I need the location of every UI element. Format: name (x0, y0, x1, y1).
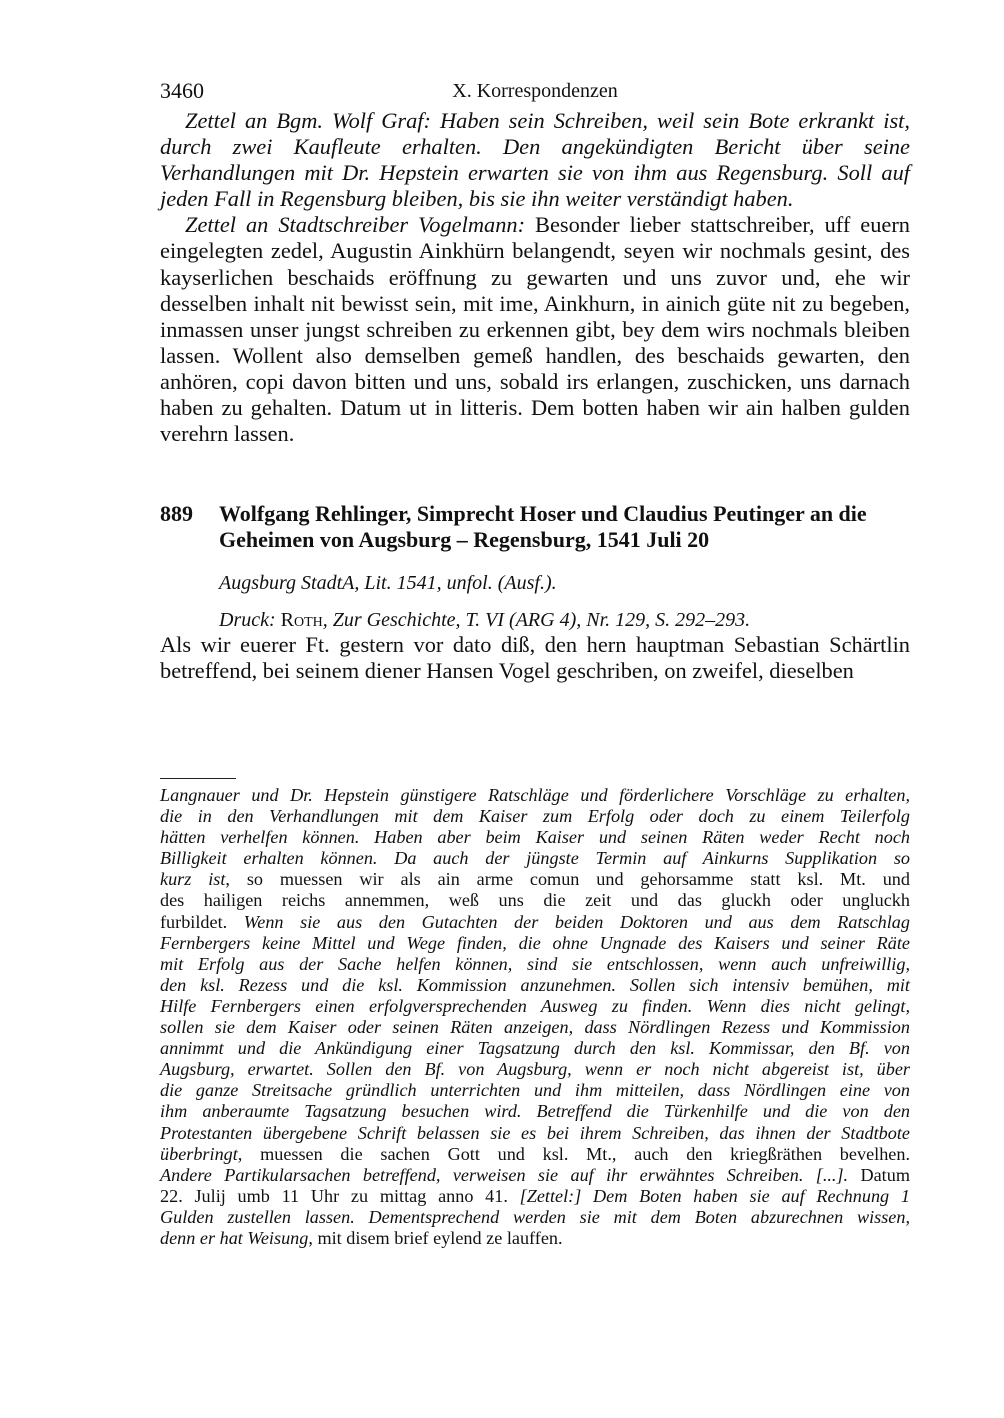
footnote-segment: Andere Partikularsachen betreffend, verweisen sie auf ihr erwähntes Schreiben. [...]. (160, 1164, 849, 1185)
zettel-label: Zettel an Stadtschreiber Vogelmann: (185, 212, 526, 238)
document-heading (160, 501, 910, 553)
footnote-segment: , mit disem brief eylend ze lauffen. (308, 1227, 563, 1248)
paragraph-zettel-vogelmann (160, 212, 910, 447)
footnote-segment: mit Erfolg aus der Sache helfen können, sind sie entschlossen, wenn auch unfreiwillig, (160, 953, 910, 974)
footnote-segment: Protestanten übergebene Schrift belassen sie es bei ihrem Schreiben, das ihnen der Stadtbote (160, 1122, 910, 1143)
footnote-line (160, 1228, 910, 1249)
print-author: Roth (280, 609, 323, 632)
footnote-line (160, 954, 910, 975)
footnote-segment: annimmt und die Ankündigung einer Tagsatzung durch den ksl. Kommissar, den Bf. von (160, 1038, 910, 1059)
footnote-segment: die in den Verhandlungen mit dem Kaiser zum Erfolg oder doch zu einem Teilerfolg (160, 806, 910, 827)
footnote-line (160, 848, 910, 869)
running-title: X. Korrespondenzen (452, 80, 618, 102)
print-citation: , Zur Geschichte, T. VI (ARG 4), Nr. 129, S. 292–293. (322, 609, 751, 632)
footnote (160, 785, 910, 1249)
footnote-segment: sollen sie dem Kaiser oder seinen Räten anzeigen, dass Nördlingen Rezess und Kommission (160, 1017, 910, 1038)
footnote-segment: Langnauer und Dr. Hepstein günstigere Ratschläge und förderlichere Vorschläge zu erhalten, (160, 785, 910, 805)
footnote-line (160, 869, 910, 890)
footnote-segment: die ganze Streitsache gründlich unterrichten und ihm mitteilen, dass Nördlingen eine von (160, 1080, 910, 1101)
footnote-segment: kurz ist (160, 869, 226, 890)
footnote-line (160, 1123, 910, 1144)
page-header (160, 78, 910, 108)
document-title: Wolfgang Rehlinger, Simprecht Hoser und Claudius Peutinger an die Geheimen von Augsburg – Regensburg, 1541 Juli 20 (219, 501, 867, 553)
footnote-line (160, 827, 910, 848)
footnote-line (160, 1144, 910, 1165)
footnote-line (160, 1186, 910, 1207)
footnote-line (160, 1101, 910, 1122)
footnote-segment: Gulden zustellen lassen. Dementsprechend werden sie mit dem Boten abzurechnen wissen, (160, 1206, 910, 1227)
footnote-line (160, 975, 910, 996)
footnote-segment: den ksl. Rezess und die ksl. Kommission anzunehmen. Sollen sich intensiv bemühen, mit (160, 974, 910, 995)
footnote-line (160, 1038, 910, 1059)
footnote-line (160, 1207, 910, 1228)
footnote-line (160, 1165, 910, 1186)
footnote-segment: Datum (848, 1164, 910, 1185)
zettel-text: Besonder lieber stattschreiber, uff euern eingelegten zedel, Augustin Ainkhürn belangendt, seyen wir nochmals gesint, des kayserlichen beschaids eröffnung zu gewarten und uns zuvor und, ehe wir desselben inhalt nit bewisst sein, mit ime, Ainkhurn, in ainich güte nit zu begeben, inmassen unser jungst schreiben zu erkennen gibt, bey dem wirs nochmals bleiben lassen. Wollent also demselben gemeß handlen, des beschaids gewarten, den anhören, copi davon bitten und uns, sobald irs erlangen, zuschicken, uns darnach haben zu gehalten. Datum ut in litteris. Dem botten haben wir ain halben gulden verehrn lassen. (160, 212, 910, 447)
footnote-segment: ihm anberaumte Tagsatzung besuchen wird. Betreffend die Türkenhilfe und die von den (160, 1101, 910, 1122)
main-text (160, 108, 910, 684)
footnote-line (160, 890, 910, 911)
footnote-line (160, 933, 910, 954)
footnote-segment: Augsburg, erwartet. Sollen den Bf. von Augsburg, wenn er noch nicht abgereist ist, über (160, 1059, 910, 1080)
footnote-segment: 22. Julij umb 11 Uhr zu mittag anno 41. (160, 1185, 520, 1206)
footnote-segment: muessen die sachen Gott und ksl. Mt., auch den kriegßräthen bevelhen. (242, 1143, 910, 1164)
footnote-line (160, 1080, 910, 1101)
footnote-segment: furbildet. (160, 911, 244, 932)
footnote-segment: [Zettel:] Dem Boten haben sie auf Rechnung 1 (519, 1185, 910, 1206)
page (160, 78, 910, 684)
footnote-segment: Wenn sie aus den Gutachten der beiden Doktoren und aus dem Ratschlag (243, 911, 910, 932)
footnote-segment: , so muessen wir als ain arme comun und gehorsamme statt ksl. Mt. und (225, 869, 910, 890)
footnote-segment: Hilfe Fernbergers einen erfolgversprechenden Ausweg zu finden. Wenn dies nicht gelingt, (160, 995, 910, 1016)
footnote-line (160, 806, 910, 827)
document-number: 889 (160, 501, 193, 527)
footnote-line (160, 912, 910, 933)
footnote-line (160, 785, 910, 806)
print-source (219, 608, 910, 632)
footnote-line (160, 1017, 910, 1038)
archival-source: Augsburg StadtA, Lit. 1541, unfol. (Ausf.). (219, 572, 557, 595)
paragraph-zettel-graf: Zettel an Bgm. Wolf Graf: Haben sein Schreiben, weil sein Bote erkrankt ist, durch zwei Kaufleute erhalten. Den angekündigten Bericht über seine Verhandlungen mit Dr. Hepstein erwarten sie von ihm aus Regensburg. Soll auf jeden Fall in Regensburg bleiben, bis sie ihn weiter verständigt haben. (160, 108, 910, 212)
footnote-line (160, 996, 910, 1017)
footnote-divider (160, 778, 236, 779)
footnote-segment: überbringt, (160, 1143, 243, 1164)
page-number: 3460 (160, 78, 204, 103)
footnote-line (160, 1059, 910, 1080)
footnote-segment: hätten verhelfen können. Haben aber beim Kaiser und seinen Räten weder Recht noch (160, 827, 910, 848)
footnote-segment: des hailigen reichs annemmen, weß uns die zeit und das gluckh oder ungluckh (160, 890, 910, 911)
footnote-segment: Billigkeit erhalten können. Da auch der jüngste Termin auf Ainkurns Supplikation so (160, 848, 910, 869)
print-label: Druck: (219, 609, 276, 632)
footnote-segment: Fernbergers keine Mittel und Wege finden, die ohne Ungnade des Kaisers und seiner Räte (160, 932, 910, 953)
letter-body: Als wir euerer Ft. gestern vor dato diß, den hern hauptman Sebastian Schärtlin betreffend, bei seinem diener Hansen Vogel geschriben, on zweifel, dieselben (160, 632, 910, 684)
footnote-segment: denn er hat Weisung (160, 1227, 309, 1248)
